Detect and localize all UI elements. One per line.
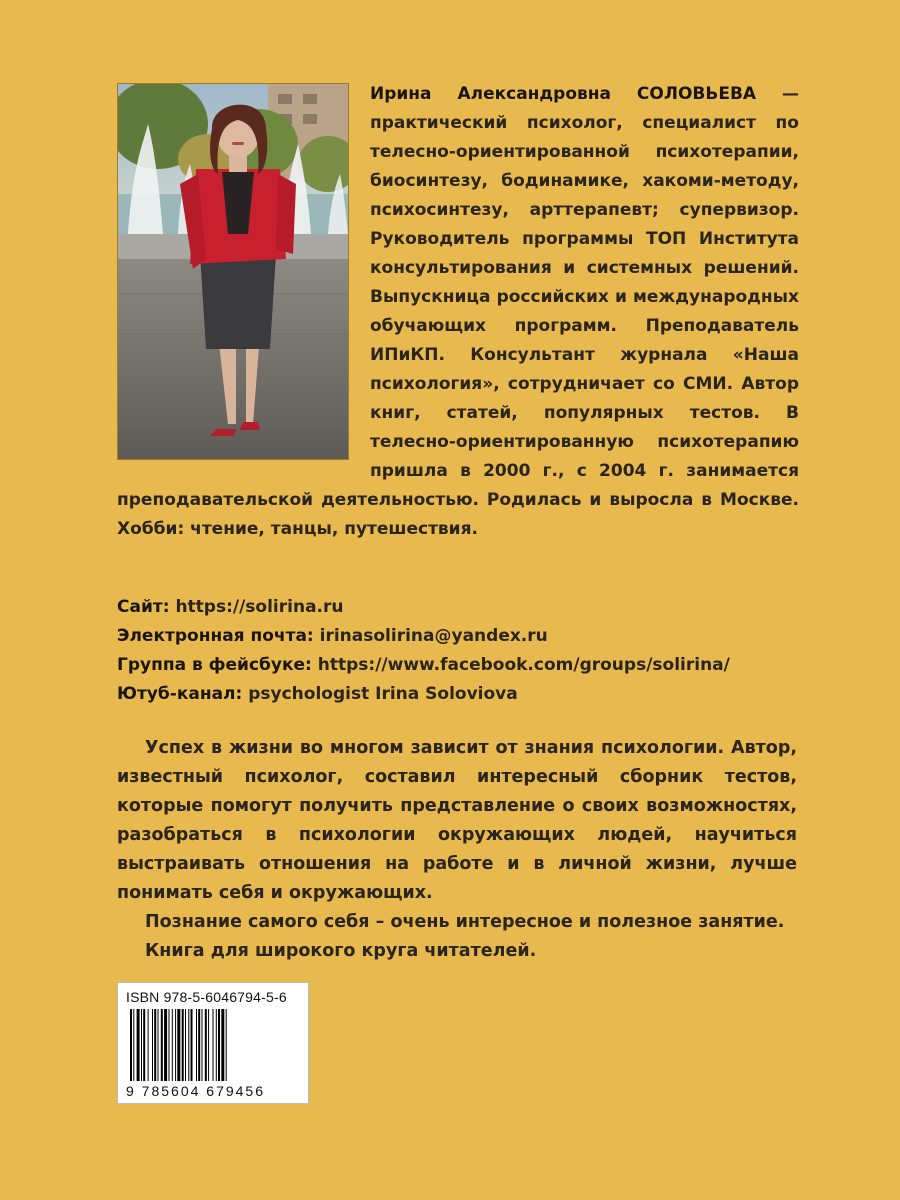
barcode-bar	[161, 1009, 163, 1081]
contact-label: Сайт:	[117, 597, 170, 617]
contacts-block	[117, 593, 797, 709]
barcode-bar	[130, 1009, 132, 1081]
contact-label: Ютуб-канал:	[117, 684, 243, 704]
barcode-bar	[216, 1009, 217, 1081]
barcode-bar	[158, 1009, 159, 1081]
barcode-bar	[175, 1009, 176, 1081]
barcode-bar	[141, 1009, 142, 1081]
book-description	[117, 734, 797, 966]
barcode-bar	[152, 1009, 153, 1081]
barcode-bar	[208, 1009, 209, 1081]
barcode-bar	[148, 1009, 149, 1081]
barcode-bar	[218, 1009, 220, 1081]
barcode-bar	[202, 1009, 203, 1081]
youtube-channel[interactable]: psychologist Irina Soloviova	[248, 684, 518, 704]
barcode-bar	[177, 1009, 180, 1081]
barcode-bar	[188, 1009, 189, 1081]
isbn-label: ISBN 978-5-6046794-5-6	[126, 989, 287, 1005]
barcode-bar	[154, 1009, 156, 1081]
contact-facebook	[117, 651, 797, 680]
barcode-bar	[196, 1009, 197, 1081]
description-paragraph: Успех в жизни во многом зависит от знания психологии. Автор, известный психолог, составил интересный сборник тестов, которые помогут получить представление о своих возможностях, разобраться в психологии окружающих людей, научиться выстраивать отношения на работе и в личной жизни, лучше понимать себя и окружающих.	[117, 738, 797, 903]
barcode-bar	[164, 1009, 167, 1081]
barcode-bar	[137, 1009, 140, 1081]
description-paragraph: Книга для широкого круга читателей.	[145, 941, 537, 961]
author-name: Ирина Александровна СОЛОВЬЕВА	[370, 84, 757, 104]
site-link[interactable]: https://solirina.ru	[175, 597, 344, 617]
barcode-bar	[226, 1009, 227, 1081]
facebook-link[interactable]: https://www.facebook.com/groups/solirina/	[317, 655, 730, 675]
barcode-bar	[213, 1009, 214, 1081]
contact-label: Группа в фейсбуке:	[117, 655, 312, 675]
author-bio-text: — практический психолог, специалист по телесно-ориентированной психотерапии, биосинтезу, бодинамике, хакоми-методу, психосинтезу, арттерапевт; супервизор. Руководитель программы ТОП Института консультирования и системных решений. Выпускница российских и международных обучающих программ. Преподаватель ИПиКП. Консультант журнала «Наша психология», сотрудничает со СМИ. Автор книг, статей, популярных тестов. В телесно-ориентированную психотерапию пришла в 2000 г., с 2004 г. занимается преподавательской деятельностью. Родилась и выросла в Москве. Хобби: чтение, танцы, путешествия.	[117, 84, 799, 539]
description-paragraph: Познание самого себя – очень интересное и полезное занятие.	[145, 912, 785, 932]
barcode	[128, 1009, 298, 1081]
contact-label: Электронная почта:	[117, 626, 314, 646]
barcode-bar	[172, 1009, 173, 1081]
barcode-bar	[169, 1009, 170, 1081]
isbn-barcode-box	[117, 982, 309, 1104]
contact-youtube	[117, 680, 797, 709]
author-bio	[117, 80, 799, 544]
barcode-bar	[133, 1009, 134, 1081]
barcode-bar	[143, 1009, 145, 1081]
barcode-bar	[191, 1009, 193, 1081]
contact-email	[117, 622, 797, 651]
barcode-bar	[182, 1009, 184, 1081]
barcode-bar	[185, 1009, 186, 1081]
barcode-bar	[198, 1009, 200, 1081]
isbn-digits: 9 785604 679456	[126, 1083, 265, 1099]
email-link[interactable]: irinasolirina@yandex.ru	[319, 626, 548, 646]
barcode-bar	[205, 1009, 207, 1081]
barcode-bar	[221, 1009, 224, 1081]
contact-site	[117, 593, 797, 622]
photo-spacer	[117, 80, 370, 462]
